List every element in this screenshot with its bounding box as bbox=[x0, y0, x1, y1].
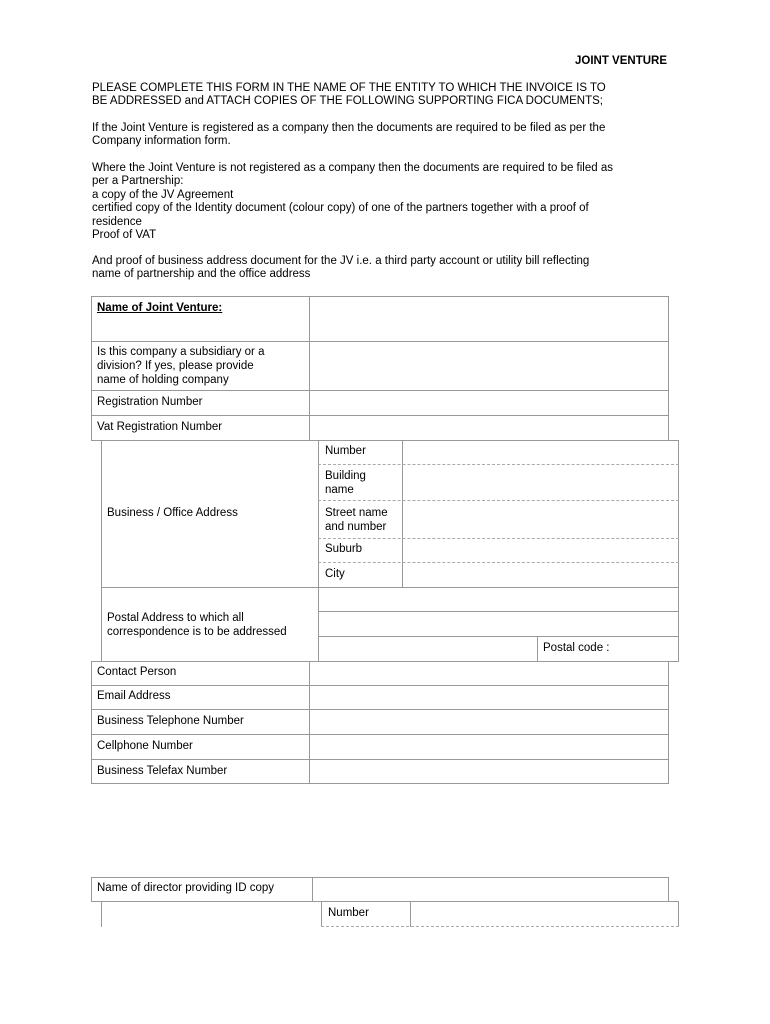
page-title: JOINT VENTURE bbox=[575, 55, 668, 67]
addr-building-label: Building name bbox=[325, 470, 366, 496]
subsidiary-label: Is this company a subsidiary or a division? If yes, please provide name of holding company bbox=[97, 346, 265, 386]
vat-input[interactable] bbox=[312, 417, 666, 439]
addr-street-input[interactable] bbox=[405, 502, 677, 537]
name-jv-input[interactable] bbox=[312, 298, 666, 339]
subsidiary-input[interactable] bbox=[312, 343, 666, 388]
divider bbox=[321, 901, 322, 927]
postal-line-1-input[interactable] bbox=[321, 589, 677, 610]
divider bbox=[101, 901, 679, 902]
name-jv-label: Name of Joint Venture: bbox=[97, 302, 223, 314]
divider bbox=[91, 759, 669, 760]
divider bbox=[318, 611, 679, 612]
director-number-label: Number bbox=[328, 907, 369, 919]
addr-street-label: Street name and number bbox=[325, 507, 388, 533]
company-paragraph: If the Joint Venture is registered as a company then the documents are required to be filed as per the Company information form. bbox=[92, 122, 606, 148]
divider bbox=[91, 685, 669, 686]
contact-label: Contact Person bbox=[97, 666, 177, 678]
addr-number-input[interactable] bbox=[405, 442, 677, 463]
proof-paragraph: And proof of business address document for the JV i.e. a third party account or utility bill reflecting name of partnership and the office address bbox=[92, 255, 590, 281]
contact-input[interactable] bbox=[312, 663, 666, 684]
divider bbox=[410, 901, 411, 927]
divider bbox=[312, 877, 313, 902]
divider bbox=[91, 341, 669, 342]
divider bbox=[318, 500, 679, 501]
divider bbox=[101, 901, 102, 927]
postal-code-label: Postal code : bbox=[543, 642, 610, 654]
addr-city-input[interactable] bbox=[405, 564, 677, 586]
divider bbox=[678, 901, 679, 927]
postal-address-label: Postal Address to which all correspondence is to be addressed bbox=[107, 612, 287, 638]
email-input[interactable] bbox=[312, 687, 666, 708]
telefax-label: Business Telefax Number bbox=[97, 765, 228, 777]
telephone-input[interactable] bbox=[312, 711, 666, 733]
cellphone-label: Cellphone Number bbox=[97, 740, 193, 752]
divider bbox=[318, 562, 679, 563]
divider bbox=[91, 415, 669, 416]
director-label: Name of director providing ID copy bbox=[97, 882, 275, 894]
divider bbox=[309, 661, 310, 784]
divider bbox=[318, 440, 319, 662]
director-input[interactable] bbox=[315, 879, 667, 900]
divider bbox=[91, 734, 669, 735]
telefax-input[interactable] bbox=[312, 761, 666, 783]
addr-building-input[interactable] bbox=[405, 466, 677, 499]
divider bbox=[318, 538, 679, 539]
divider bbox=[91, 709, 669, 710]
registration-label: Registration Number bbox=[97, 396, 203, 408]
addr-suburb-label: Suburb bbox=[325, 543, 363, 555]
addr-city-label: City bbox=[325, 568, 345, 580]
divider bbox=[101, 587, 679, 588]
divider bbox=[321, 926, 679, 927]
divider bbox=[91, 390, 669, 391]
registration-input[interactable] bbox=[312, 392, 666, 413]
divider bbox=[318, 464, 679, 465]
intro-paragraph: PLEASE COMPLETE THIS FORM IN THE NAME OF THE ENTITY TO WHICH THE INVOICE IS TO BE ADDRESSED and ATTACH COPIES OF THE FOLLOWING SUPPORTING FICA DOCUMENTS; bbox=[92, 82, 606, 108]
postal-line-3-input[interactable] bbox=[321, 638, 535, 660]
vat-label: Vat Registration Number bbox=[97, 421, 223, 433]
business-address-label: Business / Office Address bbox=[107, 507, 238, 519]
cellphone-input[interactable] bbox=[312, 736, 666, 758]
divider bbox=[309, 296, 310, 441]
divider bbox=[402, 440, 403, 588]
divider bbox=[318, 636, 679, 637]
postal-line-2-input[interactable] bbox=[321, 613, 677, 635]
email-label: Email Address bbox=[97, 690, 171, 702]
director-number-input[interactable] bbox=[413, 903, 677, 925]
telephone-label: Business Telephone Number bbox=[97, 715, 244, 727]
addr-suburb-input[interactable] bbox=[405, 540, 677, 561]
partnership-paragraph: Where the Joint Venture is not registered as a company then the documents are required to be filed as per a Partnership: a copy of the JV Agreement certified copy of the Identity document (colour copy) of one of the partners together with a proof of residence Proof of VAT bbox=[92, 162, 613, 242]
divider bbox=[537, 636, 538, 662]
addr-number-label: Number bbox=[325, 445, 366, 457]
